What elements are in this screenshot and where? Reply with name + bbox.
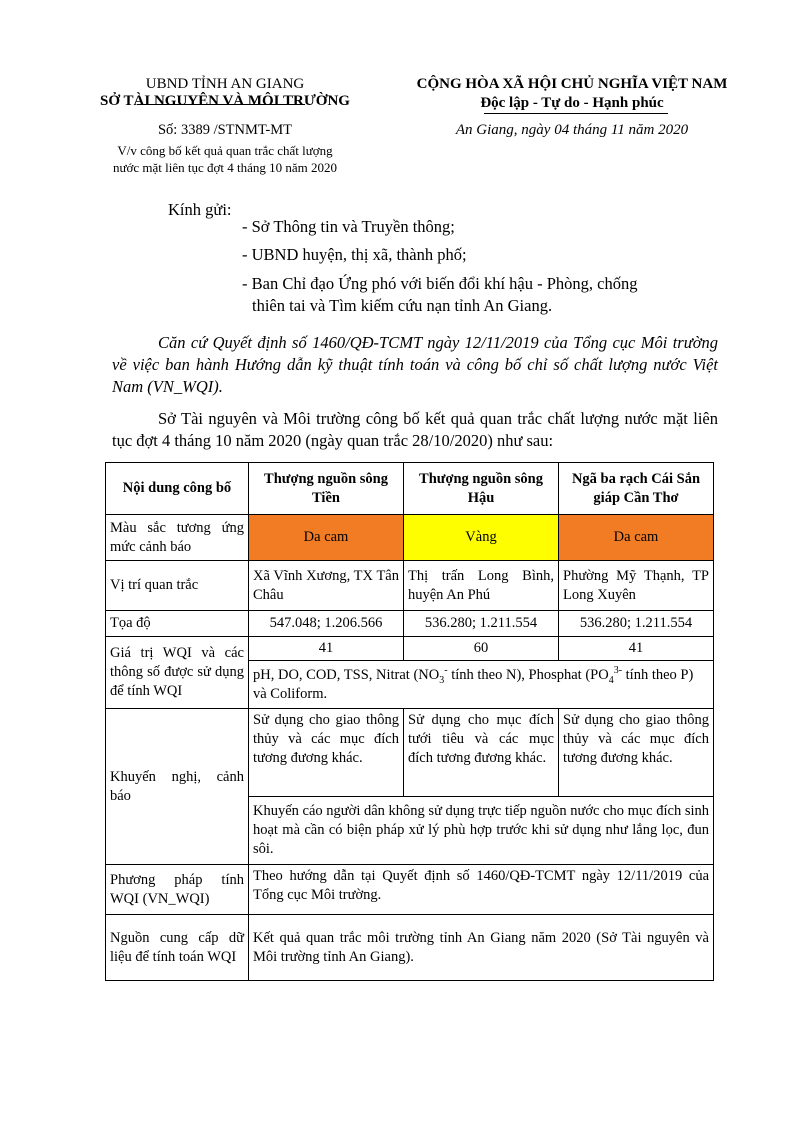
color-station-1: Da cam bbox=[249, 515, 404, 561]
subject-block bbox=[70, 142, 380, 176]
recipient-1: - Sở Thông tin và Truyền thông; bbox=[242, 217, 455, 236]
issue-date: An Giang, ngày 04 tháng 11 năm 2020 bbox=[455, 122, 689, 138]
subject-line-2: nước mặt liên tục đợt 4 tháng 10 năm 2020 bbox=[112, 160, 338, 175]
national-motto: Độc lập - Tự do - Hạnh phúc bbox=[480, 95, 664, 111]
header-station-2: Thượng nguồn sông Hậu bbox=[404, 463, 559, 515]
color-station-3: Da cam bbox=[559, 515, 714, 561]
rec-station-3: Sử dụng cho giao thông thủy và các mục đích tương đương khác. bbox=[559, 709, 714, 797]
national-motto-block bbox=[382, 76, 762, 112]
table-row-wqi bbox=[106, 637, 714, 661]
params-sup-2: 3- bbox=[613, 664, 623, 676]
recipients-label: Kính gửi: bbox=[168, 200, 232, 219]
header-station-3: Ngã ba rạch Cái Sắn giáp Cần Thơ bbox=[559, 463, 714, 515]
row-label-method: Phương pháp tính WQI (VN_WQI) bbox=[106, 865, 249, 915]
national-name: CỘNG HÒA XÃ HỘI CHỦ NGHĨA VIỆT NAM bbox=[416, 76, 728, 92]
legal-basis-paragraph: Căn cứ Quyết định số 1460/QĐ-TCMT ngày 12/11/2019 của Tổng cục Môi trường về việc ban hành Hướng dẫn kỹ thuật tính toán và công bố chỉ số chất lượng nước Việt Nam (VN_WQI). bbox=[112, 333, 718, 396]
table-row-location bbox=[106, 561, 714, 611]
motto-underline bbox=[484, 113, 668, 114]
params-text-c: tính theo P) và Coliform. bbox=[253, 666, 694, 702]
table-row-color bbox=[106, 515, 714, 561]
table-header-row bbox=[106, 463, 714, 515]
table-row-recommendation bbox=[106, 709, 714, 797]
params-sub-2: 4 bbox=[608, 674, 614, 686]
recipient-2: - UBND huyện, thị xã, thành phố; bbox=[242, 245, 467, 264]
wqi-results-table bbox=[105, 462, 714, 981]
source-text: Kết quả quan trắc môi trường tỉnh An Giang năm 2020 (Sở Tài nguyên và Môi trường tỉnh An Giang). bbox=[249, 915, 714, 981]
wqi-station-3: 41 bbox=[559, 637, 714, 661]
coords-station-1: 547.048; 1.206.566 bbox=[249, 611, 404, 637]
location-station-1: Xã Vĩnh Xương, TX Tân Châu bbox=[249, 561, 404, 611]
row-label-source: Nguồn cung cấp dữ liệu để tính toán WQI bbox=[106, 915, 249, 981]
table-row-coords bbox=[106, 611, 714, 637]
issuer-province: UBND TỈNH AN GIANG bbox=[145, 76, 305, 92]
issuer-department: SỞ TÀI NGUYÊN VÀ MÔI TRƯỜNG bbox=[100, 93, 350, 109]
recipient-3-cont: thiên tai và Tìm kiếm cứu nạn tỉnh An Giang. bbox=[252, 296, 553, 315]
wqi-station-2: 60 bbox=[404, 637, 559, 661]
coords-station-3: 536.280; 1.211.554 bbox=[559, 611, 714, 637]
params-sup-1: - bbox=[444, 664, 448, 676]
method-text: Theo hướng dẫn tại Quyết định số 1460/QĐ-TCMT ngày 12/11/2019 của Tổng cục Môi trường. bbox=[249, 865, 714, 915]
rec-station-2: Sử dụng cho mục đích tưới tiêu và các mục đích tương đương khác. bbox=[404, 709, 559, 797]
params-text-a: pH, DO, COD, TSS, Nitrat (NO bbox=[253, 666, 440, 683]
row-label-color: Màu sắc tương ứng mức cảnh báo bbox=[106, 515, 249, 561]
row-label-recommendation: Khuyến nghị, cảnh báo bbox=[106, 709, 249, 865]
row-label-coords: Tọa độ bbox=[106, 611, 249, 637]
params-text-b: tính theo N), Phosphat (PO bbox=[447, 666, 609, 683]
header-content: Nội dung công bố bbox=[106, 463, 249, 515]
rec-general: Khuyến cáo người dân không sử dụng trực tiếp nguồn nước cho mục đích sinh hoạt mà cần có biện pháp xử lý phù hợp trước khi sử dụng như lắng lọc, đun sôi. bbox=[249, 797, 714, 865]
location-station-2: Thị trấn Long Bình, huyện An Phú bbox=[404, 561, 559, 611]
location-station-3: Phường Mỹ Thạnh, TP Long Xuyên bbox=[559, 561, 714, 611]
params-sub-1: 3 bbox=[439, 674, 445, 686]
rec-station-1: Sử dụng cho giao thông thủy và các mục đích tương đương khác. bbox=[249, 709, 404, 797]
subject-line-1: V/v công bố kết quả quan trắc chất lượng bbox=[117, 143, 333, 158]
recipient-3: - Ban Chỉ đạo Ứng phó với biến đổi khí hậu - Phòng, chống bbox=[242, 274, 638, 293]
wqi-station-1: 41 bbox=[249, 637, 404, 661]
coords-station-2: 536.280; 1.211.554 bbox=[404, 611, 559, 637]
table-row-method bbox=[106, 865, 714, 915]
row-label-location: Vị trí quan trắc bbox=[106, 561, 249, 611]
color-station-2: Vàng bbox=[404, 515, 559, 561]
header-station-1: Thượng nguồn sông Tiền bbox=[249, 463, 404, 515]
issuer-underline bbox=[137, 104, 305, 105]
doc-number: Số: 3389 /STNMT-MT bbox=[157, 122, 292, 138]
table-row-source bbox=[106, 915, 714, 981]
announcement-paragraph: Sở Tài nguyên và Môi trường công bố kết quả quan trắc chất lượng nước mặt liên tục đợt 4 tháng 10 năm 2020 (ngày quan trắc 28/10/2020) như sau: bbox=[112, 409, 718, 450]
row-label-wqi: Giá trị WQI và các thông số được sử dụng để tính WQI bbox=[106, 637, 249, 709]
wqi-parameters bbox=[249, 661, 714, 709]
